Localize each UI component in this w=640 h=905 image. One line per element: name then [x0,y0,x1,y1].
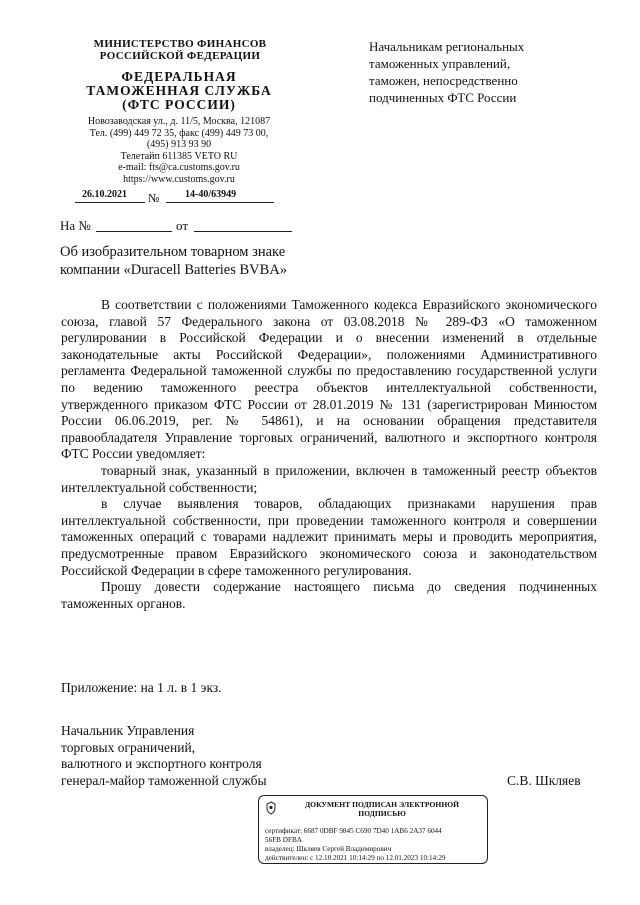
registration-number: 14-40/63949 [185,189,237,200]
addressee-line: таможен, непосредственно [369,73,518,88]
position-line: валютного и экспортного контроля [61,756,262,772]
service-line: ФЕДЕРАЛЬНАЯ [121,69,237,84]
addressee [369,38,599,106]
letter-body [61,297,597,612]
date-underline [75,202,145,203]
certificate-line: сертификат: 6687 0DBF 9845 C690 7D40 1AB6 2A37 6044 [265,827,442,835]
body-paragraph: в случае выявления товаров, обладающих признаками нарушения прав интеллектуальной собственности, при проведении таможенного контроля и совершении таможенных операций с товарами надлежит принимать меры и проводить мероприятия, предусмотренные правом Евразийского экономического союза и законодательством Российской Федерации в сфере таможенного регулирования. [61,496,597,578]
body-paragraph: В соответствии с положениями Таможенного кодекса Евразийского экономического союза, главой 57 Федерального закона от 03.08.2018 № 289-ФЗ «О таможенном регулировании в Российской Федерации и о внесении изменений в отдельные законодательные акты Российской Федерации», положениями Административного регламента Федеральной таможенной службы по предоставлению государственной услуги по ведению таможенного реестра объектов интеллектуальной собственности, утвержденного приказом ФТС России от 28.01.2019 № 131 (зарегистрирован Минюстом России 06.06.2019, рег. № 54861), и на основании обращения представителя правообладателя Управление торговых ограничений, валютного и экспортного контроля ФТС России уведомляет: [61,297,597,462]
email-line: e-mail: fts@ca.customs.gov.ru [118,162,240,174]
website-line: https://www.customs.gov.ru [123,173,235,185]
stamp-owner: владелец: Шкляев Сергей Владимирович [265,845,392,853]
seal-icon [265,801,277,815]
contact-block [70,116,288,186]
stamp-validity: действителен: с 12.10.2021 10:14:29 по 12.01.2023 10:14:29 [265,854,446,862]
signer-position [61,723,341,789]
certificate-line: 56FB DFBA [265,835,302,844]
reference-date-blank [194,231,292,232]
number-underline [166,202,274,203]
position-line: Начальник Управления [61,723,195,738]
teletype-line: Телетайп 611385 VETO RU [120,150,238,162]
signer-name: С.В. Шкляев [507,773,581,788]
registration-date: 26.10.2021 [82,189,127,200]
service-line: ТАМОЖЕННАЯ СЛУЖБА [86,83,272,98]
ministry-line: МИНИСТЕРСТВО ФИНАНСОВ [93,38,267,50]
stamp-certificate [265,827,483,844]
addressee-line: Начальникам региональных [369,39,525,54]
reference-from-label: от [176,218,189,233]
subject-line: компании «Duracell Batteries BVBA» [60,262,288,278]
attachment-note: Приложение: на 1 л. в 1 экз. [61,680,222,695]
ministry-line: РОССИЙСКОЙ ФЕДЕРАЦИИ [99,50,261,62]
service-name [72,70,286,112]
service-line: (ФТС РОССИИ) [122,97,236,112]
stamp-title-line: ДОКУМЕНТ ПОДПИСАН ЭЛЕКТРОННОЙ [304,800,460,809]
phone-line: (495) 913 93 90 [146,139,212,151]
reference-number-blank [96,231,172,232]
letter-subject [60,243,350,279]
body-paragraph: товарный знак, указанный в приложении, включен в таможенный реестр объектов интеллектуальной собственности; [61,462,597,495]
addressee-line: подчиненных ФТС России [369,90,517,105]
stamp-title-line: ПОДПИСЬЮ [358,809,406,818]
subject-line: Об изобразительном товарном знаке [60,244,286,260]
position-line: торговых ограничений, [61,739,196,755]
ministry-name [80,38,280,62]
phone-line: Тел. (499) 449 72 35, факс (499) 449 73 00, [89,127,269,139]
number-sign: № [148,191,160,205]
body-paragraph: Прошу довести содержание настоящего письма до сведения подчиненных таможенных органов. [61,579,597,611]
position-line: генерал-майор таможенной службы [61,772,267,788]
address-line: Новозаводская ул., д. 11/5, Москва, 121087 [87,116,271,127]
addressee-line: таможенных управлений, [369,56,511,71]
stamp-title [282,800,482,818]
reference-label: На № [60,218,91,233]
